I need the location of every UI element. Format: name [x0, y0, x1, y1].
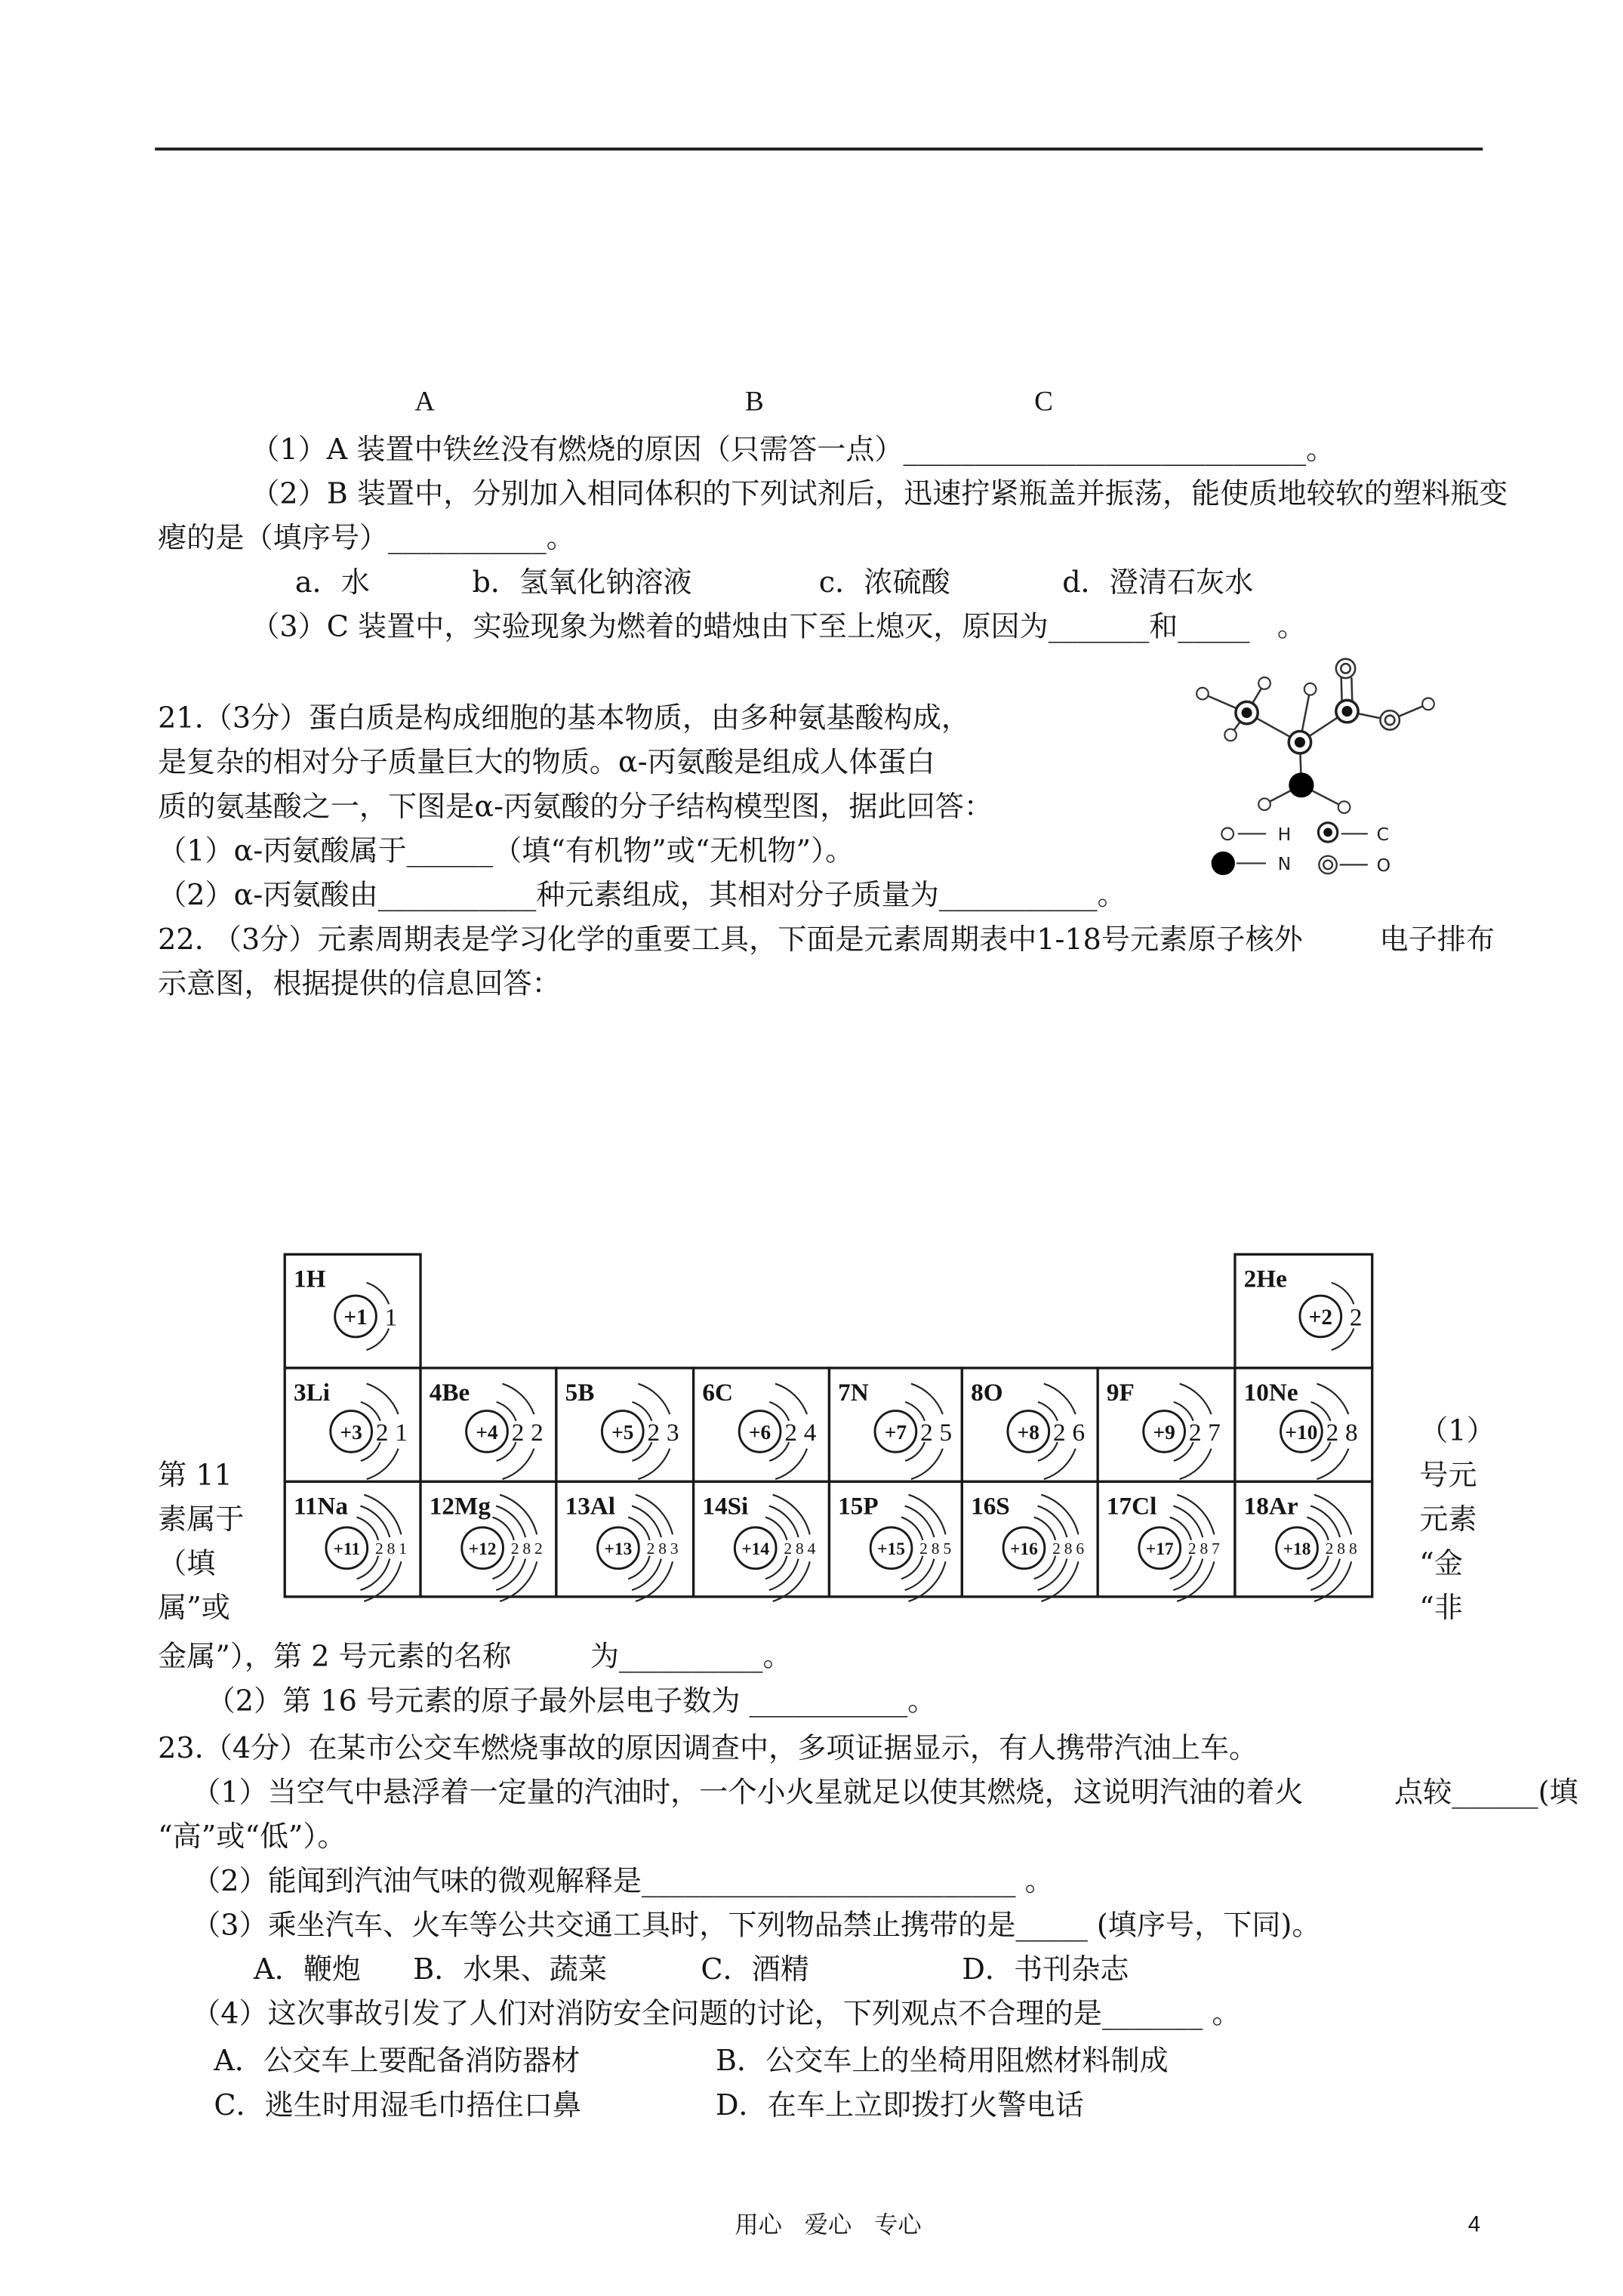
shell-electron-count: 8	[1337, 1539, 1346, 1558]
q22-side-left-4: 属”或	[158, 1590, 230, 1625]
element-cell	[1235, 1254, 1372, 1368]
nuclear-charge: +18	[1283, 1539, 1311, 1559]
element-cell	[1098, 1481, 1235, 1601]
shell-electron-count: 2	[1325, 1539, 1334, 1558]
q21-part2: （2）α-丙氨酸由___________种元素组成，其相对分子质量为___________。	[158, 877, 1126, 912]
legend-label-c: C	[1376, 824, 1389, 846]
q23-part4-option-c: C．逃生时用湿毛巾捂住口鼻	[214, 2088, 581, 2122]
shell-electron-count: 8	[1348, 1539, 1357, 1558]
q22-intro-line1-tail: 电子排布	[1379, 922, 1495, 957]
element-cell	[962, 1481, 1098, 1601]
q22-part1-blank: 为__________。	[590, 1639, 792, 1674]
nuclear-charge: +14	[741, 1539, 770, 1559]
carbon-atom	[1289, 731, 1310, 753]
shell-electron-count: 4	[807, 1539, 816, 1558]
q23-part4-option-a: A．公交车上要配备消防器材	[214, 2044, 581, 2078]
element-label: 5B	[565, 1378, 595, 1407]
q20-part2-line2: 瘪的是（填序号）___________。	[158, 520, 575, 555]
element-label: 4Be	[429, 1378, 470, 1407]
footer-motto: 用心 爱心 专心	[735, 2210, 922, 2239]
q22-side-right-1: （1）	[1419, 1413, 1495, 1448]
nitrogen-atom	[1289, 772, 1313, 797]
q21-intro-line3: 质的氨基酸之一，下图是α-丙氨酸的分子结构模型图，据此回答：	[158, 789, 993, 824]
element-cell	[1235, 1481, 1372, 1601]
alanine-molecule-model	[1187, 649, 1453, 886]
shell-electron-count: 2	[646, 1539, 655, 1558]
periodic-table-diagram	[277, 1247, 1381, 1604]
element-cell	[829, 1368, 962, 1481]
element-cell	[556, 1368, 694, 1481]
q23-intro: 23.（4分）在某市公交车燃烧事故的原因调查中，多项证据显示，有人携带汽油上车。	[158, 1730, 1258, 1765]
shell-electron-count: 8	[522, 1539, 531, 1558]
element-cell	[694, 1368, 830, 1481]
q20-part1: （1）A 装置中铁丝没有燃烧的原因（只需答一点）____________________________。	[251, 432, 1335, 467]
element-cell	[285, 1481, 420, 1601]
element-label: 6C	[702, 1378, 733, 1407]
q23-part3: （3）乘坐汽车、火车等公共交通工具时，下列物品禁止携带的是_____ (填序号，下同)。	[192, 1908, 1321, 1943]
shell-electron-count: 2	[374, 1539, 383, 1558]
element-label: 14Si	[702, 1492, 749, 1521]
nuclear-charge: +17	[1145, 1539, 1174, 1559]
hydrogen-atom	[1258, 677, 1270, 689]
shell-electron-count: 2	[784, 1418, 797, 1447]
shell-electron-count: 2	[919, 1539, 928, 1558]
nuclear-charge: +11	[333, 1539, 361, 1559]
nuclear-charge: +7	[884, 1420, 907, 1444]
q20-option-a: a．水	[294, 565, 370, 599]
shell-electron-count: 2	[1187, 1539, 1196, 1558]
q22-intro-line2: 示意图，根据提供的信息回答：	[158, 966, 561, 1001]
q23-part1-line2: “高”或“低”）。	[158, 1819, 346, 1854]
nuclear-charge: +12	[468, 1539, 497, 1559]
element-cell	[1235, 1368, 1372, 1481]
oxygen-atom	[1380, 710, 1399, 729]
nuclear-charge: +8	[1017, 1420, 1039, 1444]
element-label: 1H	[293, 1265, 326, 1293]
shell-electron-count: 6	[1072, 1418, 1086, 1447]
q22-part2: （2）第 16 号元素的原子最外层电子数为 ___________。	[206, 1684, 937, 1718]
q22-side-right-4: “金	[1419, 1546, 1463, 1581]
legend-carbon-icon	[1318, 823, 1337, 842]
q20-option-d: d．澄清石灰水	[1062, 565, 1254, 599]
shell-electron-count: 1	[395, 1418, 408, 1447]
shell-electron-count: 8	[795, 1539, 804, 1558]
molecule-legend	[1212, 823, 1390, 877]
element-cell	[285, 1368, 420, 1481]
shell-electron-count: 2	[784, 1539, 793, 1558]
shell-electron-count: 2	[531, 1418, 544, 1447]
shell-electron-count: 2	[534, 1539, 543, 1558]
q22-side-right-2: 号元	[1419, 1458, 1477, 1493]
shell-electron-count: 1	[399, 1539, 407, 1558]
shell-electron-count: 5	[939, 1418, 953, 1447]
shell-electron-count: 1	[384, 1303, 398, 1332]
element-cell	[285, 1254, 420, 1368]
page-number: 4	[1467, 2211, 1481, 2238]
shell-electron-count: 3	[666, 1418, 679, 1447]
q22-part1-tail: 金属”），第 2 号元素的名称	[158, 1639, 512, 1674]
q23-part2: （2）能闻到汽油气味的微观解释是__________________________ 。	[192, 1863, 1054, 1898]
element-label: 17Cl	[1106, 1492, 1157, 1521]
shell-electron-count: 2	[510, 1539, 519, 1558]
q22-side-right-3: 元素	[1419, 1502, 1477, 1536]
q20-option-c: c．浓硫酸	[818, 565, 950, 599]
nuclear-charge: +16	[1010, 1539, 1038, 1559]
shell-electron-count: 5	[943, 1539, 952, 1558]
shell-electron-count: 2	[1188, 1418, 1202, 1447]
shell-electron-count: 8	[931, 1539, 940, 1558]
q21-part1: （1）α-丙氨酸属于______（填“有机物”或“无机物”）。	[158, 834, 855, 868]
element-label: 7N	[838, 1378, 869, 1407]
shell-electron-count: 8	[1345, 1418, 1358, 1447]
element-cell	[962, 1368, 1098, 1481]
legend-hydrogen-icon	[1221, 827, 1233, 840]
carbon-atom	[1336, 700, 1358, 722]
legend-label-h: H	[1277, 824, 1292, 846]
element-label: 15P	[838, 1492, 879, 1521]
shell-electron-count: 8	[1064, 1539, 1073, 1558]
element-label: 9F	[1106, 1378, 1135, 1407]
q21-intro-line2: 是复杂的相对分子质量巨大的物质。α-丙氨酸是组成人体蛋白	[158, 745, 935, 779]
q23-part3-option-c: C．酒精	[701, 1952, 809, 1986]
q22-side-left-1: 第 11	[158, 1458, 233, 1493]
shell-electron-count: 2	[375, 1418, 389, 1447]
legend-nitrogen-icon	[1212, 852, 1235, 875]
shell-electron-count: 2	[511, 1418, 525, 1447]
nuclear-charge: +2	[1308, 1305, 1332, 1330]
q20-part2-line1: （2）B 装置中，分别加入相同体积的下列试剂后，迅速拧紧瓶盖并振荡，能使质地较软的塑料瓶变	[251, 476, 1508, 511]
shell-electron-count: 8	[658, 1539, 667, 1558]
carbon-atom	[1236, 701, 1258, 723]
nuclear-charge: +3	[340, 1420, 362, 1444]
shell-electron-count: 6	[1076, 1539, 1085, 1558]
element-cell	[420, 1481, 556, 1601]
shell-electron-count: 2	[1053, 1418, 1066, 1447]
q22-side-left-3: （填	[158, 1546, 216, 1581]
oxygen-atom	[1336, 659, 1355, 678]
q20-part3: （3）C 装置中，实验现象为燃着的蜡烛由下至上熄灭，原因为_______和_____ 。	[251, 609, 1307, 644]
shell-electron-count: 3	[670, 1539, 679, 1558]
q23-part4-option-b: B．公交车上的坐椅用阻燃材料制成	[715, 2044, 1169, 2078]
shell-electron-count: 2	[1349, 1303, 1363, 1332]
element-cell	[556, 1481, 694, 1601]
element-cell	[420, 1368, 556, 1481]
element-label: 13Al	[565, 1492, 616, 1521]
figure-label-b: B	[745, 387, 764, 418]
hydrogen-atom	[1338, 801, 1350, 813]
shell-electron-count: 7	[1208, 1418, 1221, 1447]
q22-side-left-2: 素属于	[158, 1502, 245, 1536]
nuclear-charge: +10	[1285, 1420, 1318, 1444]
element-label: 3Li	[293, 1378, 330, 1407]
q23-part4-option-d: D．在车上立即拨打火警电话	[715, 2088, 1084, 2122]
element-label: 8O	[971, 1378, 1003, 1407]
q22-side-right-5: “非	[1419, 1590, 1463, 1625]
hydrogen-atom	[1422, 698, 1434, 710]
q20-option-b: b．氢氧化钠溶液	[472, 565, 692, 599]
q22-intro-line1: 22. （3分）元素周期表是学习化学的重要工具，下面是元素周期表中1-18号元素原子核外	[158, 922, 1303, 957]
shell-electron-count: 2	[647, 1418, 661, 1447]
element-label: 11Na	[293, 1492, 348, 1521]
element-label: 16S	[971, 1492, 1010, 1521]
element-label: 2He	[1243, 1265, 1287, 1293]
q23-part1-line1-tail: 点较______(填	[1394, 1775, 1578, 1810]
nuclear-charge: +4	[476, 1420, 498, 1444]
element-label: 12Mg	[429, 1492, 491, 1521]
shell-electron-count: 2	[920, 1418, 933, 1447]
nuclear-charge: +13	[604, 1539, 633, 1559]
shell-electron-count: 2	[1052, 1539, 1061, 1558]
shell-electron-count: 8	[387, 1539, 396, 1558]
nuclear-charge: +5	[611, 1420, 634, 1444]
element-label: 18Ar	[1243, 1492, 1298, 1521]
hydrogen-atom	[1258, 798, 1270, 810]
shell-electron-count: 7	[1212, 1539, 1220, 1558]
q21-intro-line1: 21.（3分）蛋白质是构成细胞的基本物质，由多种氨基酸构成，	[158, 701, 970, 735]
nuclear-charge: +15	[877, 1539, 905, 1559]
element-cell	[829, 1481, 962, 1601]
legend-oxygen-icon	[1319, 856, 1336, 874]
shell-electron-count: 4	[803, 1418, 817, 1447]
molecule-bonds	[1203, 677, 1428, 807]
shell-electron-count: 2	[1326, 1418, 1339, 1447]
figure-label-c: C	[1034, 387, 1053, 418]
nuclear-charge: +6	[748, 1420, 771, 1444]
hydrogen-atom	[1224, 729, 1236, 741]
legend-label-o: O	[1376, 855, 1391, 877]
nuclear-charge: +9	[1153, 1420, 1175, 1444]
hydrogen-atom	[1304, 683, 1317, 695]
nuclear-charge: +1	[343, 1305, 368, 1330]
element-cell	[694, 1481, 830, 1601]
header-rule	[155, 147, 1483, 149]
q23-part4: （4）这次事故引发了人们对消防安全问题的讨论，下列观点不合理的是_______ 。	[192, 1996, 1241, 2031]
hydrogen-atom	[1196, 688, 1209, 700]
element-cell	[1098, 1368, 1235, 1481]
element-label: 10Ne	[1243, 1378, 1298, 1407]
shell-electron-count: 8	[1200, 1539, 1209, 1558]
q23-part3-option-a: A．鞭炮	[254, 1952, 362, 1986]
figure-label-a: A	[414, 387, 436, 418]
q23-part3-option-d: D．书刊杂志	[962, 1952, 1129, 1986]
legend-label-n: N	[1277, 853, 1292, 875]
q23-part3-option-b: B．水果、蔬菜	[413, 1952, 607, 1986]
q23-part1-line1: （1）当空气中悬浮着一定量的汽油时，一个小火星就足以使其燃烧，这说明汽油的着火	[192, 1775, 1304, 1810]
